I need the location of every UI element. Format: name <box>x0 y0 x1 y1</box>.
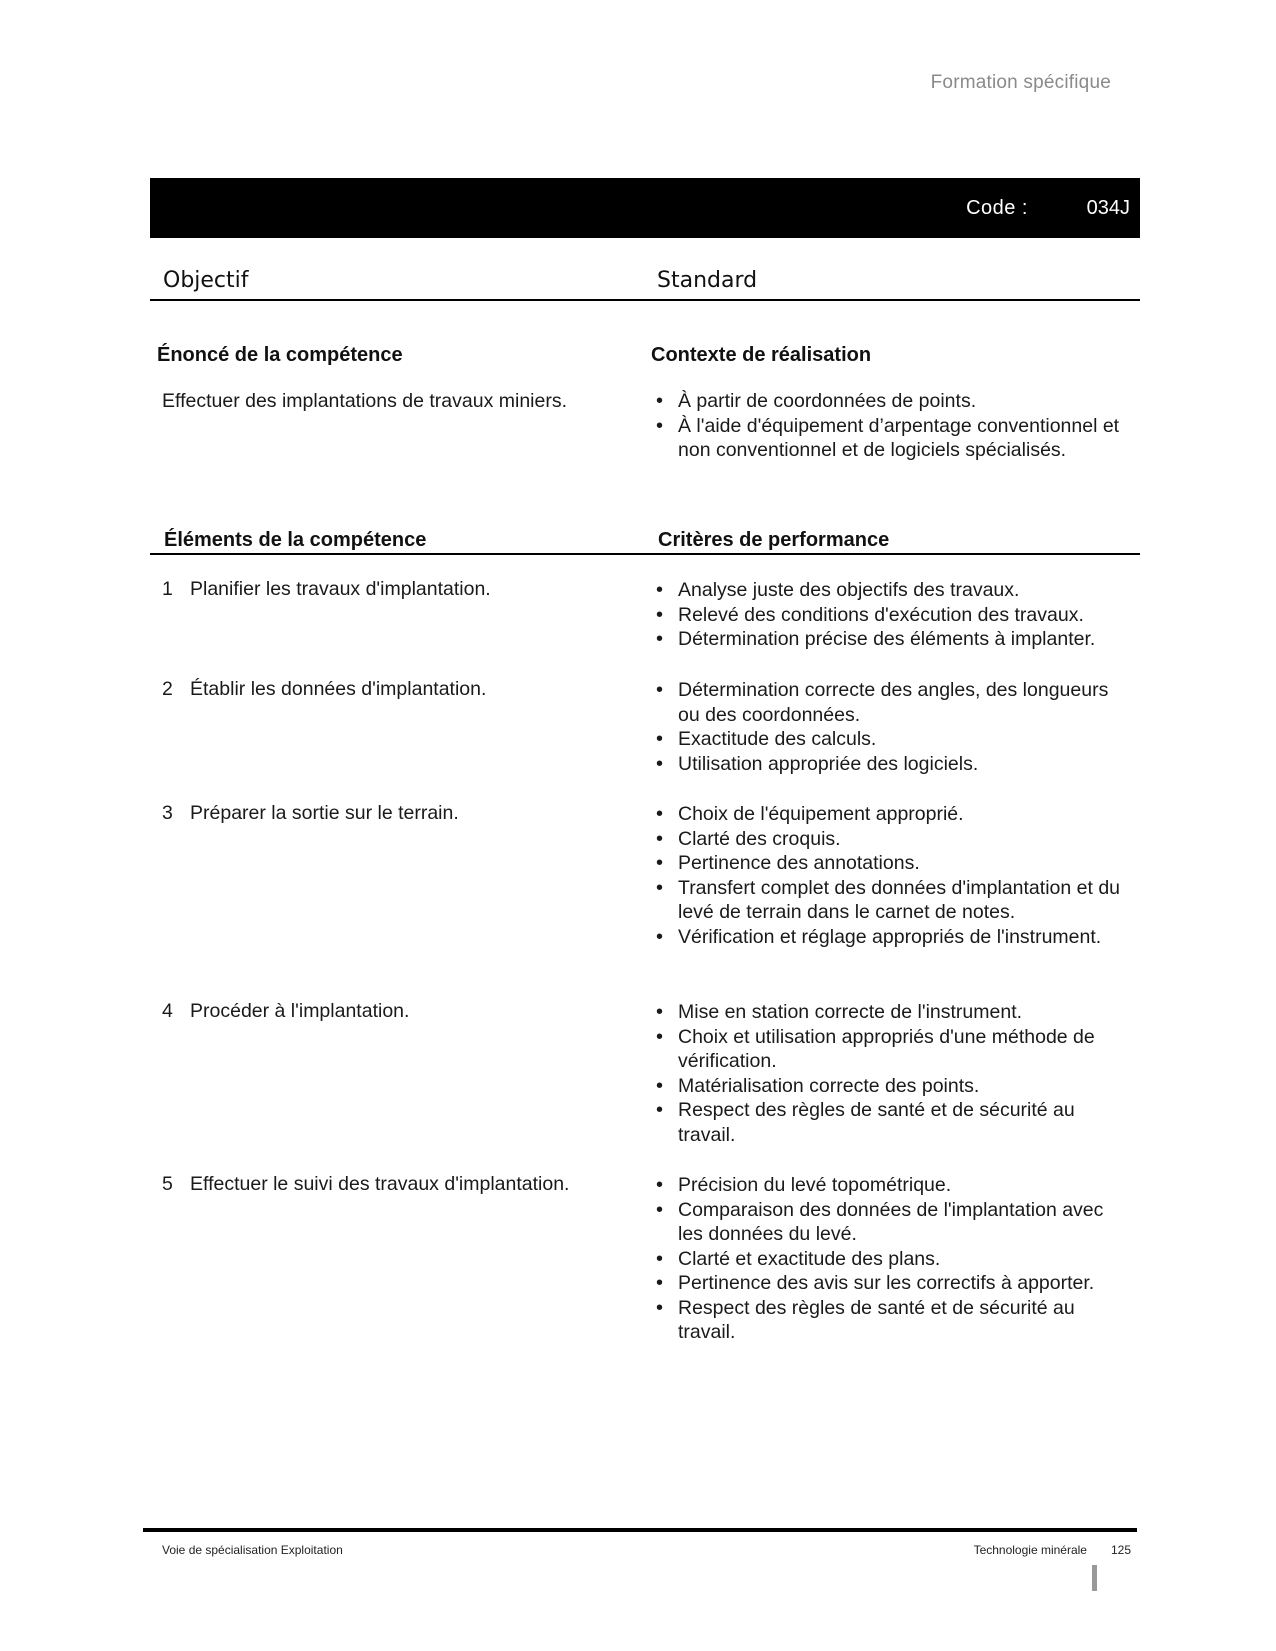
list-item: • Clarté et exactitude des plans. <box>652 1247 1122 1272</box>
element-4 <box>162 999 409 1023</box>
header-divider <box>150 299 1140 301</box>
criteria-list-3 <box>652 802 1122 949</box>
list-item: • Exactitude des calculs. <box>652 727 1122 752</box>
element-3 <box>162 801 459 825</box>
list-item: • Respect des règles de santé et de sécurité au travail. <box>652 1098 1122 1147</box>
list-item: • Choix de l'équipement approprié. <box>652 802 1122 827</box>
code-bar <box>150 178 1140 238</box>
element-label: Effectuer le suivi des travaux d'implantation. <box>190 1173 570 1195</box>
footer-program <box>974 1543 1131 1557</box>
list-item: • Pertinence des avis sur les correctifs à apporter. <box>652 1271 1122 1296</box>
enonce-text: Effectuer des implantations de travaux miniers. <box>162 390 568 412</box>
element-1 <box>162 577 491 601</box>
list-item: • Mise en station correcte de l'instrument. <box>652 1000 1122 1025</box>
enonce-title: Énoncé de la compétence <box>157 344 403 366</box>
list-item: • Précision du levé topométrique. <box>652 1173 1122 1198</box>
criteres-title: Critères de performance <box>658 529 890 551</box>
page-marker <box>1092 1565 1097 1591</box>
element-label: Procéder à l'implantation. <box>190 1000 410 1022</box>
element-label: Préparer la sortie sur le terrain. <box>190 802 459 824</box>
list-item: • Vérification et réglage appropriés de l'instrument. <box>652 925 1122 950</box>
list-item: • Utilisation appropriée des logiciels. <box>652 752 1122 777</box>
element-5 <box>162 1172 569 1196</box>
footer-program-name: Technologie minérale <box>973 1543 1087 1557</box>
element-label: Planifier les travaux d'implantation. <box>190 578 491 600</box>
element-number: 1 <box>162 578 173 600</box>
element-label: Établir les données d'implantation. <box>190 678 487 700</box>
code-label: Code : <box>966 197 1028 219</box>
list-item: • À partir de coordonnées de points. <box>652 389 1122 414</box>
list-item: • Clarté des croquis. <box>652 827 1122 852</box>
list-item: • Choix et utilisation appropriés d'une méthode de vérification. <box>652 1025 1122 1074</box>
list-item: • Pertinence des annotations. <box>652 851 1122 876</box>
list-item: • Relevé des conditions d'exécution des travaux. <box>652 603 1122 628</box>
running-header: Formation spécifique <box>930 72 1111 93</box>
element-number: 2 <box>162 678 173 700</box>
list-item: • À l'aide d'équipement d’arpentage conventionnel et non conventionnel et de logiciels spécialisés. <box>652 414 1122 463</box>
elements-title: Éléments de la compétence <box>164 529 427 551</box>
element-number: 3 <box>162 802 173 824</box>
list-item: • Matérialisation correcte des points. <box>652 1074 1122 1099</box>
column-header-standard: Standard <box>657 268 758 293</box>
list-item: • Détermination précise des éléments à implanter. <box>652 627 1122 652</box>
criteria-list-2 <box>652 678 1122 776</box>
list-item: • Respect des règles de santé et de sécurité au travail. <box>652 1296 1122 1345</box>
list-item: • Analyse juste des objectifs des travaux. <box>652 578 1122 603</box>
footer-section-name: Voie de spécialisation Exploitation <box>162 1543 343 1557</box>
contexte-title: Contexte de réalisation <box>651 344 872 366</box>
list-item: • Détermination correcte des angles, des longueurs ou des coordonnées. <box>652 678 1122 727</box>
element-number: 5 <box>162 1173 173 1195</box>
code-value: 034J <box>1086 197 1130 219</box>
element-2 <box>162 677 486 701</box>
contexte-list <box>652 389 1122 463</box>
section-divider <box>150 553 1140 555</box>
criteria-list-5 <box>652 1173 1122 1345</box>
footer-divider <box>143 1528 1137 1532</box>
page-number: 125 <box>1110 1543 1131 1557</box>
criteria-list-1 <box>652 578 1122 652</box>
column-header-objectif: Objectif <box>163 268 249 293</box>
list-item: • Comparaison des données de l'implantation avec les données du levé. <box>652 1198 1122 1247</box>
element-number: 4 <box>162 1000 173 1022</box>
criteria-list-4 <box>652 1000 1122 1147</box>
list-item: • Transfert complet des données d'implantation et du levé de terrain dans le carnet de notes. <box>652 876 1122 925</box>
